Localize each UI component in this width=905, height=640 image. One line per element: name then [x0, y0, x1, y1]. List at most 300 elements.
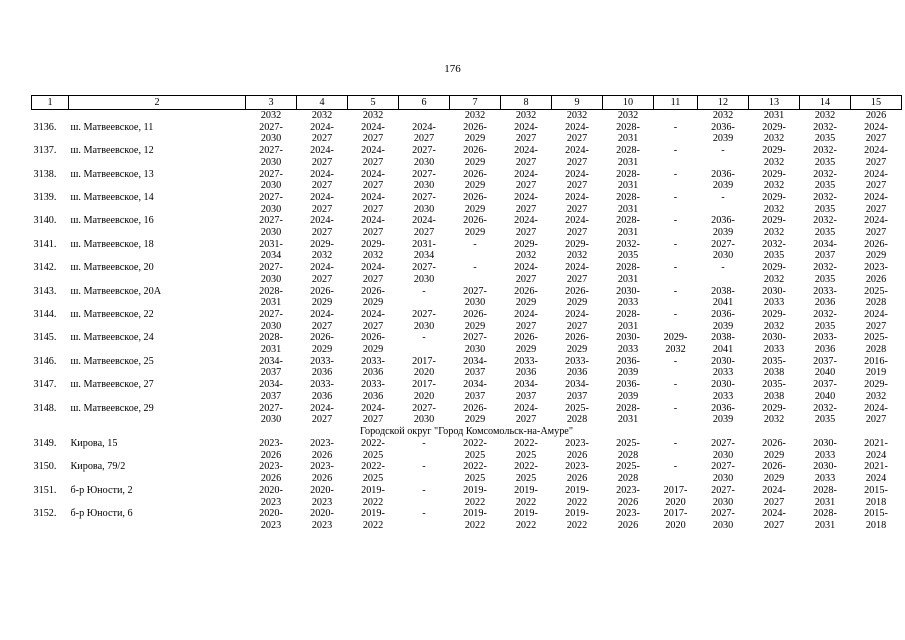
period-start-cell: 2030- [711, 355, 735, 367]
period-start-cell: 2030- [813, 437, 837, 449]
period-start-cell: 2024- [361, 402, 385, 414]
row-number: 3139. [33, 191, 57, 203]
period-start-cell: - [721, 145, 725, 157]
period-end-cell: 2039 [712, 414, 734, 426]
period-start-cell: 2037- [813, 355, 837, 367]
period-end-cell: 2023 [311, 519, 333, 531]
period-start-cell: 2026- [361, 332, 385, 344]
period-start-cell: 2027- [259, 215, 283, 227]
period-end-cell: 2033 [763, 344, 785, 356]
column-header-13: 13 [749, 96, 800, 110]
row-address: ш. Матвеевское, 14 [70, 191, 154, 203]
table-row-continuation [32, 497, 902, 509]
period-end-cell: 2030 [260, 227, 282, 239]
row-number: 3149. [33, 437, 57, 449]
row-number: 3144. [33, 308, 57, 320]
period-start-cell: 2023- [565, 437, 589, 449]
period-start-cell: 2024- [310, 215, 334, 227]
period-end-cell: 2025 [464, 473, 486, 485]
period-end-cell: 2029 [464, 156, 486, 168]
period-end-cell: 2036 [515, 367, 537, 379]
period-end-cell: 2027 [515, 133, 537, 145]
period-end-cell: 2033 [712, 390, 734, 402]
period-start-cell: 2021- [864, 437, 888, 449]
period-start-cell: 2028- [813, 484, 837, 496]
row-number: 3140. [33, 215, 57, 227]
row-number: 3136. [33, 121, 57, 133]
period-start-cell: 2036- [711, 402, 735, 414]
period-end-cell: 2022 [566, 496, 588, 508]
period-start-cell: 2029- [565, 238, 589, 250]
period-end-cell: 2030 [464, 344, 486, 356]
period-start-cell: - [673, 379, 678, 391]
table-row [32, 145, 902, 157]
row-number-blank [32, 520, 69, 532]
period-end-cell: 2027 [515, 156, 537, 168]
continuation-cell: 2026 [865, 110, 887, 121]
period-start-cell: 2034- [565, 379, 589, 391]
period-end-cell: 2023 [311, 496, 333, 508]
period-start-cell: 2027- [711, 484, 735, 496]
period-start-cell: 2030- [711, 379, 735, 391]
period-start-cell: - [473, 262, 477, 274]
period-start-cell: 2036- [616, 379, 640, 391]
period-end-cell: 2020 [665, 496, 686, 508]
row-address-blank [69, 250, 246, 262]
continuation-cell: 2032 [617, 110, 639, 121]
period-start-cell: 2027- [412, 191, 436, 203]
period-end-cell: 2032 [763, 133, 785, 145]
period-end-cell: 2035 [814, 133, 836, 145]
period-start-cell: 2023- [259, 461, 283, 473]
period-start-cell: - [673, 145, 678, 157]
period-end-cell: 2032 [763, 203, 785, 215]
period-start-cell: 2033- [514, 355, 538, 367]
header-row [32, 96, 902, 110]
period-end-cell: 2027 [362, 273, 384, 285]
table-row [32, 508, 902, 520]
period-start-cell: 2024- [361, 262, 385, 274]
period-start-cell: 2030- [616, 332, 640, 344]
row-address-blank [69, 520, 246, 532]
period-end-cell: 2032 [763, 273, 785, 285]
row-address: б-р Юности, 6 [70, 508, 133, 520]
period-start-cell: 2029- [762, 215, 786, 227]
period-end-cell: 2036 [814, 344, 836, 356]
period-end-cell: 2020 [413, 390, 435, 402]
period-start-cell: 2027- [412, 402, 436, 414]
period-end-cell: 2027 [865, 414, 887, 426]
period-start-cell: 2026- [310, 285, 334, 297]
period-end-cell: 2026 [865, 273, 887, 285]
period-end-cell: 2027 [865, 180, 887, 192]
period-start-cell: - [473, 238, 477, 250]
period-start-cell: 2023- [864, 262, 888, 274]
period-start-cell: 2032- [813, 121, 837, 133]
table-row [32, 239, 902, 251]
period-start-cell: 2024- [514, 308, 538, 320]
row-number-blank [32, 497, 69, 509]
period-end-cell: 2027 [311, 227, 333, 239]
continuation-cell: 2032 [362, 110, 384, 121]
period-start-cell: 2024- [361, 308, 385, 320]
period-start-cell: 2024- [514, 121, 538, 133]
period-start-cell: 2026- [565, 332, 589, 344]
period-start-cell: 2019- [463, 508, 487, 520]
column-header-12: 12 [698, 96, 749, 110]
row-number-blank [32, 274, 69, 286]
period-start-cell: 2027- [711, 437, 735, 449]
period-end-cell: 2025 [362, 449, 384, 461]
period-end-cell: 2035 [814, 227, 836, 239]
period-start-cell: 2023- [310, 437, 334, 449]
period-end-cell: 2027 [362, 133, 384, 145]
continuation-cell: 2032 [566, 110, 588, 121]
period-start-cell: - [673, 285, 678, 297]
period-end-cell: 2030 [413, 414, 435, 426]
period-end-cell: 2028 [865, 297, 887, 309]
period-start-cell: 2027- [259, 168, 283, 180]
period-end-cell: 2039 [712, 180, 734, 192]
section-heading: Городской округ "Город Комсомольск-на-Амуре" [360, 425, 573, 437]
period-end-cell: 2026 [311, 449, 333, 461]
period-start-cell: 2023- [310, 461, 334, 473]
period-end-cell: 2030 [413, 156, 435, 168]
period-end-cell: 2024 [865, 449, 887, 461]
period-start-cell: 2024- [864, 308, 888, 320]
period-start-cell: 2024- [361, 145, 385, 157]
period-start-cell: 2029- [361, 238, 385, 250]
table-row [32, 309, 902, 321]
period-end-cell [654, 157, 698, 169]
period-start-cell: 2029- [762, 121, 786, 133]
period-end-cell: 2036 [566, 367, 588, 379]
period-end-cell: 2030 [260, 203, 282, 215]
period-end-cell: 2030 [712, 496, 734, 508]
period-end-cell: 2029 [464, 320, 486, 332]
period-end-cell: 2022 [515, 496, 537, 508]
period-end-cell: 2027 [515, 180, 537, 192]
row-address-blank [69, 473, 246, 485]
row-number-blank [32, 297, 69, 309]
period-end-cell: 2028 [865, 344, 887, 356]
table-row [32, 461, 902, 473]
period-start-cell: 2026- [463, 145, 487, 157]
period-start-cell: 2032- [813, 191, 837, 203]
period-end-cell: 2029 [464, 203, 486, 215]
period-end-cell: 2037 [464, 367, 486, 379]
period-start-cell: - [673, 215, 678, 227]
period-start-cell: 2028- [616, 262, 640, 274]
period-start-cell: 2027- [711, 508, 735, 520]
period-start-cell: 2030- [813, 461, 837, 473]
column-header-3: 3 [246, 96, 297, 110]
row-address-blank [69, 450, 246, 462]
period-start-cell: 2033- [813, 332, 837, 344]
period-end-cell [654, 321, 698, 333]
row-address-blank [69, 204, 246, 216]
period-start-cell: 2024- [310, 191, 334, 203]
period-start-cell: 2024- [565, 145, 589, 157]
row-number-blank [32, 473, 69, 485]
period-end-cell: 2025 [362, 473, 384, 485]
period-end-cell [698, 157, 749, 169]
period-end-cell: 2031 [260, 297, 282, 309]
period-end-cell: 2036 [311, 390, 333, 402]
period-start-cell: 2023- [565, 461, 589, 473]
period-start-cell: 2029- [762, 145, 786, 157]
period-start-cell: 2024- [864, 191, 888, 203]
row-number: 3141. [33, 238, 57, 250]
table-row [32, 286, 902, 298]
row-address: ш. Матвеевское, 20 [70, 262, 154, 274]
period-end-cell: 2035 [814, 156, 836, 168]
period-end-cell: 2018 [865, 519, 887, 531]
row-address: ш. Матвеевское, 22 [70, 308, 154, 320]
column-header-5: 5 [348, 96, 399, 110]
period-end-cell: 2027 [515, 227, 537, 239]
period-end-cell: 2029 [362, 344, 384, 356]
period-start-cell: 2017- [663, 508, 688, 520]
continuation-cell: 2031 [763, 110, 785, 121]
period-start-cell: - [721, 191, 725, 203]
period-start-cell: 2026- [463, 402, 487, 414]
period-end-cell: 2029 [763, 473, 785, 485]
period-start-cell: 2024- [514, 168, 538, 180]
period-end-cell: 2035 [763, 250, 785, 262]
period-end-cell: 2029 [763, 449, 785, 461]
period-start-cell: 2026- [361, 285, 385, 297]
period-end-cell: 2027 [362, 180, 384, 192]
period-start-cell: 2024- [864, 168, 888, 180]
period-start-cell: 2024- [864, 121, 888, 133]
period-start-cell: 2037- [813, 379, 837, 391]
period-end-cell: 2033 [712, 367, 734, 379]
period-end-cell: 2027 [311, 273, 333, 285]
period-start-cell: 2028- [616, 145, 640, 157]
period-end-cell: 2027 [865, 227, 887, 239]
period-end-cell: 2031 [617, 320, 639, 332]
period-end-cell: 2032 [362, 250, 384, 262]
period-end-cell: 2027 [566, 203, 588, 215]
table-row [32, 215, 902, 227]
period-end-cell: 2029 [464, 227, 486, 239]
period-start-cell: 2024- [412, 121, 436, 133]
table-row [32, 403, 902, 415]
continuation-cell [399, 110, 450, 122]
period-start-cell: 2028- [616, 191, 640, 203]
period-end-cell: 2032 [763, 227, 785, 239]
period-end-cell: 2035 [814, 180, 836, 192]
period-start-cell: 2024- [514, 191, 538, 203]
period-end-cell: 2027 [865, 320, 887, 332]
period-end-cell: 2022 [515, 519, 537, 531]
period-start-cell: 2023- [616, 484, 640, 496]
continuation-cell [654, 110, 698, 122]
row-address-blank [69, 157, 246, 169]
period-end-cell: 2026 [617, 496, 639, 508]
period-end-cell: 2030 [464, 297, 486, 309]
period-start-cell: 2034- [813, 238, 837, 250]
period-start-cell: 2033- [310, 355, 334, 367]
column-header-8: 8 [501, 96, 552, 110]
period-start-cell: - [422, 332, 426, 344]
period-end-cell [654, 133, 698, 145]
period-end-cell: 2027 [362, 414, 384, 426]
period-end-cell: 2027 [362, 320, 384, 332]
period-end-cell: 2027 [763, 519, 785, 531]
period-start-cell: 2033- [310, 379, 334, 391]
period-end-cell: 2027 [362, 203, 384, 215]
table-row [32, 485, 902, 497]
period-start-cell: 2034- [463, 355, 487, 367]
period-end-cell: 2027 [515, 414, 537, 426]
period-start-cell: 2031- [412, 238, 436, 250]
period-start-cell: 2019- [361, 484, 385, 496]
period-start-cell: 2019- [463, 484, 487, 496]
row-address: ш. Матвеевское, 29 [70, 402, 154, 414]
period-start-cell: 2032- [616, 238, 640, 250]
page-number: 176 [444, 63, 461, 75]
period-start-cell: 2022- [361, 437, 385, 449]
continuation-cell: 2032 [712, 110, 734, 121]
row-number-blank [32, 204, 69, 216]
period-end-cell: 2032 [665, 344, 686, 356]
period-end-cell: 2039 [617, 367, 639, 379]
row-address: Кирова, 79/2 [70, 461, 126, 473]
period-start-cell: 2024- [864, 215, 888, 227]
row-address-blank [69, 297, 246, 309]
row-address-blank [69, 133, 246, 145]
period-end-cell: 2027 [311, 133, 333, 145]
period-start-cell: 2034- [259, 355, 283, 367]
period-start-cell: 2027- [259, 145, 283, 157]
period-start-cell: 2024- [565, 308, 589, 320]
row-address: ш. Матвеевское, 13 [70, 168, 154, 180]
period-end-cell: 2027 [865, 133, 887, 145]
period-end-cell: 2030 [413, 180, 435, 192]
period-start-cell: 2034- [259, 379, 283, 391]
row-number: 3148. [33, 402, 57, 414]
period-end-cell: 2026 [566, 449, 588, 461]
period-end-cell [698, 204, 749, 216]
column-header-4: 4 [297, 96, 348, 110]
table-row-continuation [32, 391, 902, 403]
period-end-cell: 2033 [617, 297, 639, 309]
period-end-cell: 2027 [566, 133, 588, 145]
period-start-cell: 2024- [310, 308, 334, 320]
period-start-cell: 2026- [864, 238, 888, 250]
period-end-cell: 2029 [515, 344, 537, 356]
row-number-blank [32, 157, 69, 169]
row-address-blank [69, 367, 246, 379]
period-start-cell: 2024- [514, 262, 538, 274]
column-header-11: 11 [654, 96, 698, 110]
continuation-cell: 2032 [311, 110, 333, 121]
table-row [32, 332, 902, 344]
period-end-cell: 2027 [763, 496, 785, 508]
period-end-cell [450, 250, 501, 262]
period-end-cell [399, 297, 450, 309]
period-end-cell: 2018 [865, 496, 887, 508]
row-number: 3152. [33, 508, 57, 520]
row-number-blank [32, 414, 69, 426]
period-end-cell: 2027 [515, 273, 537, 285]
period-end-cell [399, 450, 450, 462]
period-start-cell: 2024- [310, 262, 334, 274]
period-end-cell: 2027 [515, 320, 537, 332]
period-end-cell: 2033 [814, 473, 836, 485]
period-start-cell: 2020- [310, 484, 334, 496]
period-start-cell: 2024- [361, 168, 385, 180]
period-start-cell: 2022- [361, 461, 385, 473]
period-start-cell: 2022- [463, 461, 487, 473]
row-address-blank [69, 274, 246, 286]
period-start-cell: 2029- [514, 238, 538, 250]
period-end-cell: 2031 [814, 496, 836, 508]
period-start-cell: 2024- [361, 215, 385, 227]
period-end-cell: 2027 [311, 414, 333, 426]
period-end-cell: 2027 [311, 180, 333, 192]
row-address: ш. Матвеевское, 25 [70, 355, 154, 367]
period-start-cell: 2033- [813, 285, 837, 297]
period-start-cell: 2024- [514, 145, 538, 157]
period-end-cell [654, 450, 698, 462]
column-header-14: 14 [800, 96, 851, 110]
period-start-cell: 2026- [514, 285, 538, 297]
period-start-cell: 2026- [762, 461, 786, 473]
table-row-continuation [32, 344, 902, 356]
period-start-cell: - [673, 461, 678, 473]
period-end-cell: 2032 [515, 250, 537, 262]
period-end-cell: 2027 [566, 180, 588, 192]
table-row-continuation [32, 274, 902, 286]
table-row-continuation [32, 321, 902, 333]
period-start-cell: 2026- [514, 332, 538, 344]
period-end-cell [654, 227, 698, 239]
row-address: ш. Матвеевское, 11 [70, 121, 154, 133]
period-end-cell: 2027 [413, 133, 435, 145]
period-end-cell: 2034 [260, 250, 282, 262]
period-end-cell: 2039 [712, 133, 734, 145]
row-number: 3138. [33, 168, 57, 180]
period-end-cell: 2037 [464, 390, 486, 402]
period-end-cell: 2022 [464, 519, 486, 531]
period-end-cell: 2030 [260, 133, 282, 145]
period-start-cell: 2034- [463, 379, 487, 391]
period-end-cell: 2020 [413, 367, 435, 379]
period-start-cell: 2028- [616, 215, 640, 227]
period-start-cell: 2027- [259, 308, 283, 320]
period-end-cell: 2026 [617, 519, 639, 531]
row-address: ш. Матвеевское, 18 [70, 238, 154, 250]
period-start-cell: 2036- [711, 121, 735, 133]
table-row [32, 438, 902, 450]
period-start-cell: 2021- [864, 461, 888, 473]
period-end-cell: 2024 [865, 473, 887, 485]
period-end-cell: 2035 [814, 203, 836, 215]
period-end-cell: 2027 [311, 320, 333, 332]
period-start-cell: 2020- [310, 508, 334, 520]
table-row [32, 169, 902, 181]
period-start-cell: 2027- [412, 308, 436, 320]
period-start-cell: 2025- [565, 402, 589, 414]
period-start-cell: 2028- [259, 332, 283, 344]
table-body [32, 110, 902, 532]
period-start-cell: - [673, 437, 678, 449]
period-end-cell: 2029 [311, 344, 333, 356]
period-start-cell: - [673, 168, 678, 180]
